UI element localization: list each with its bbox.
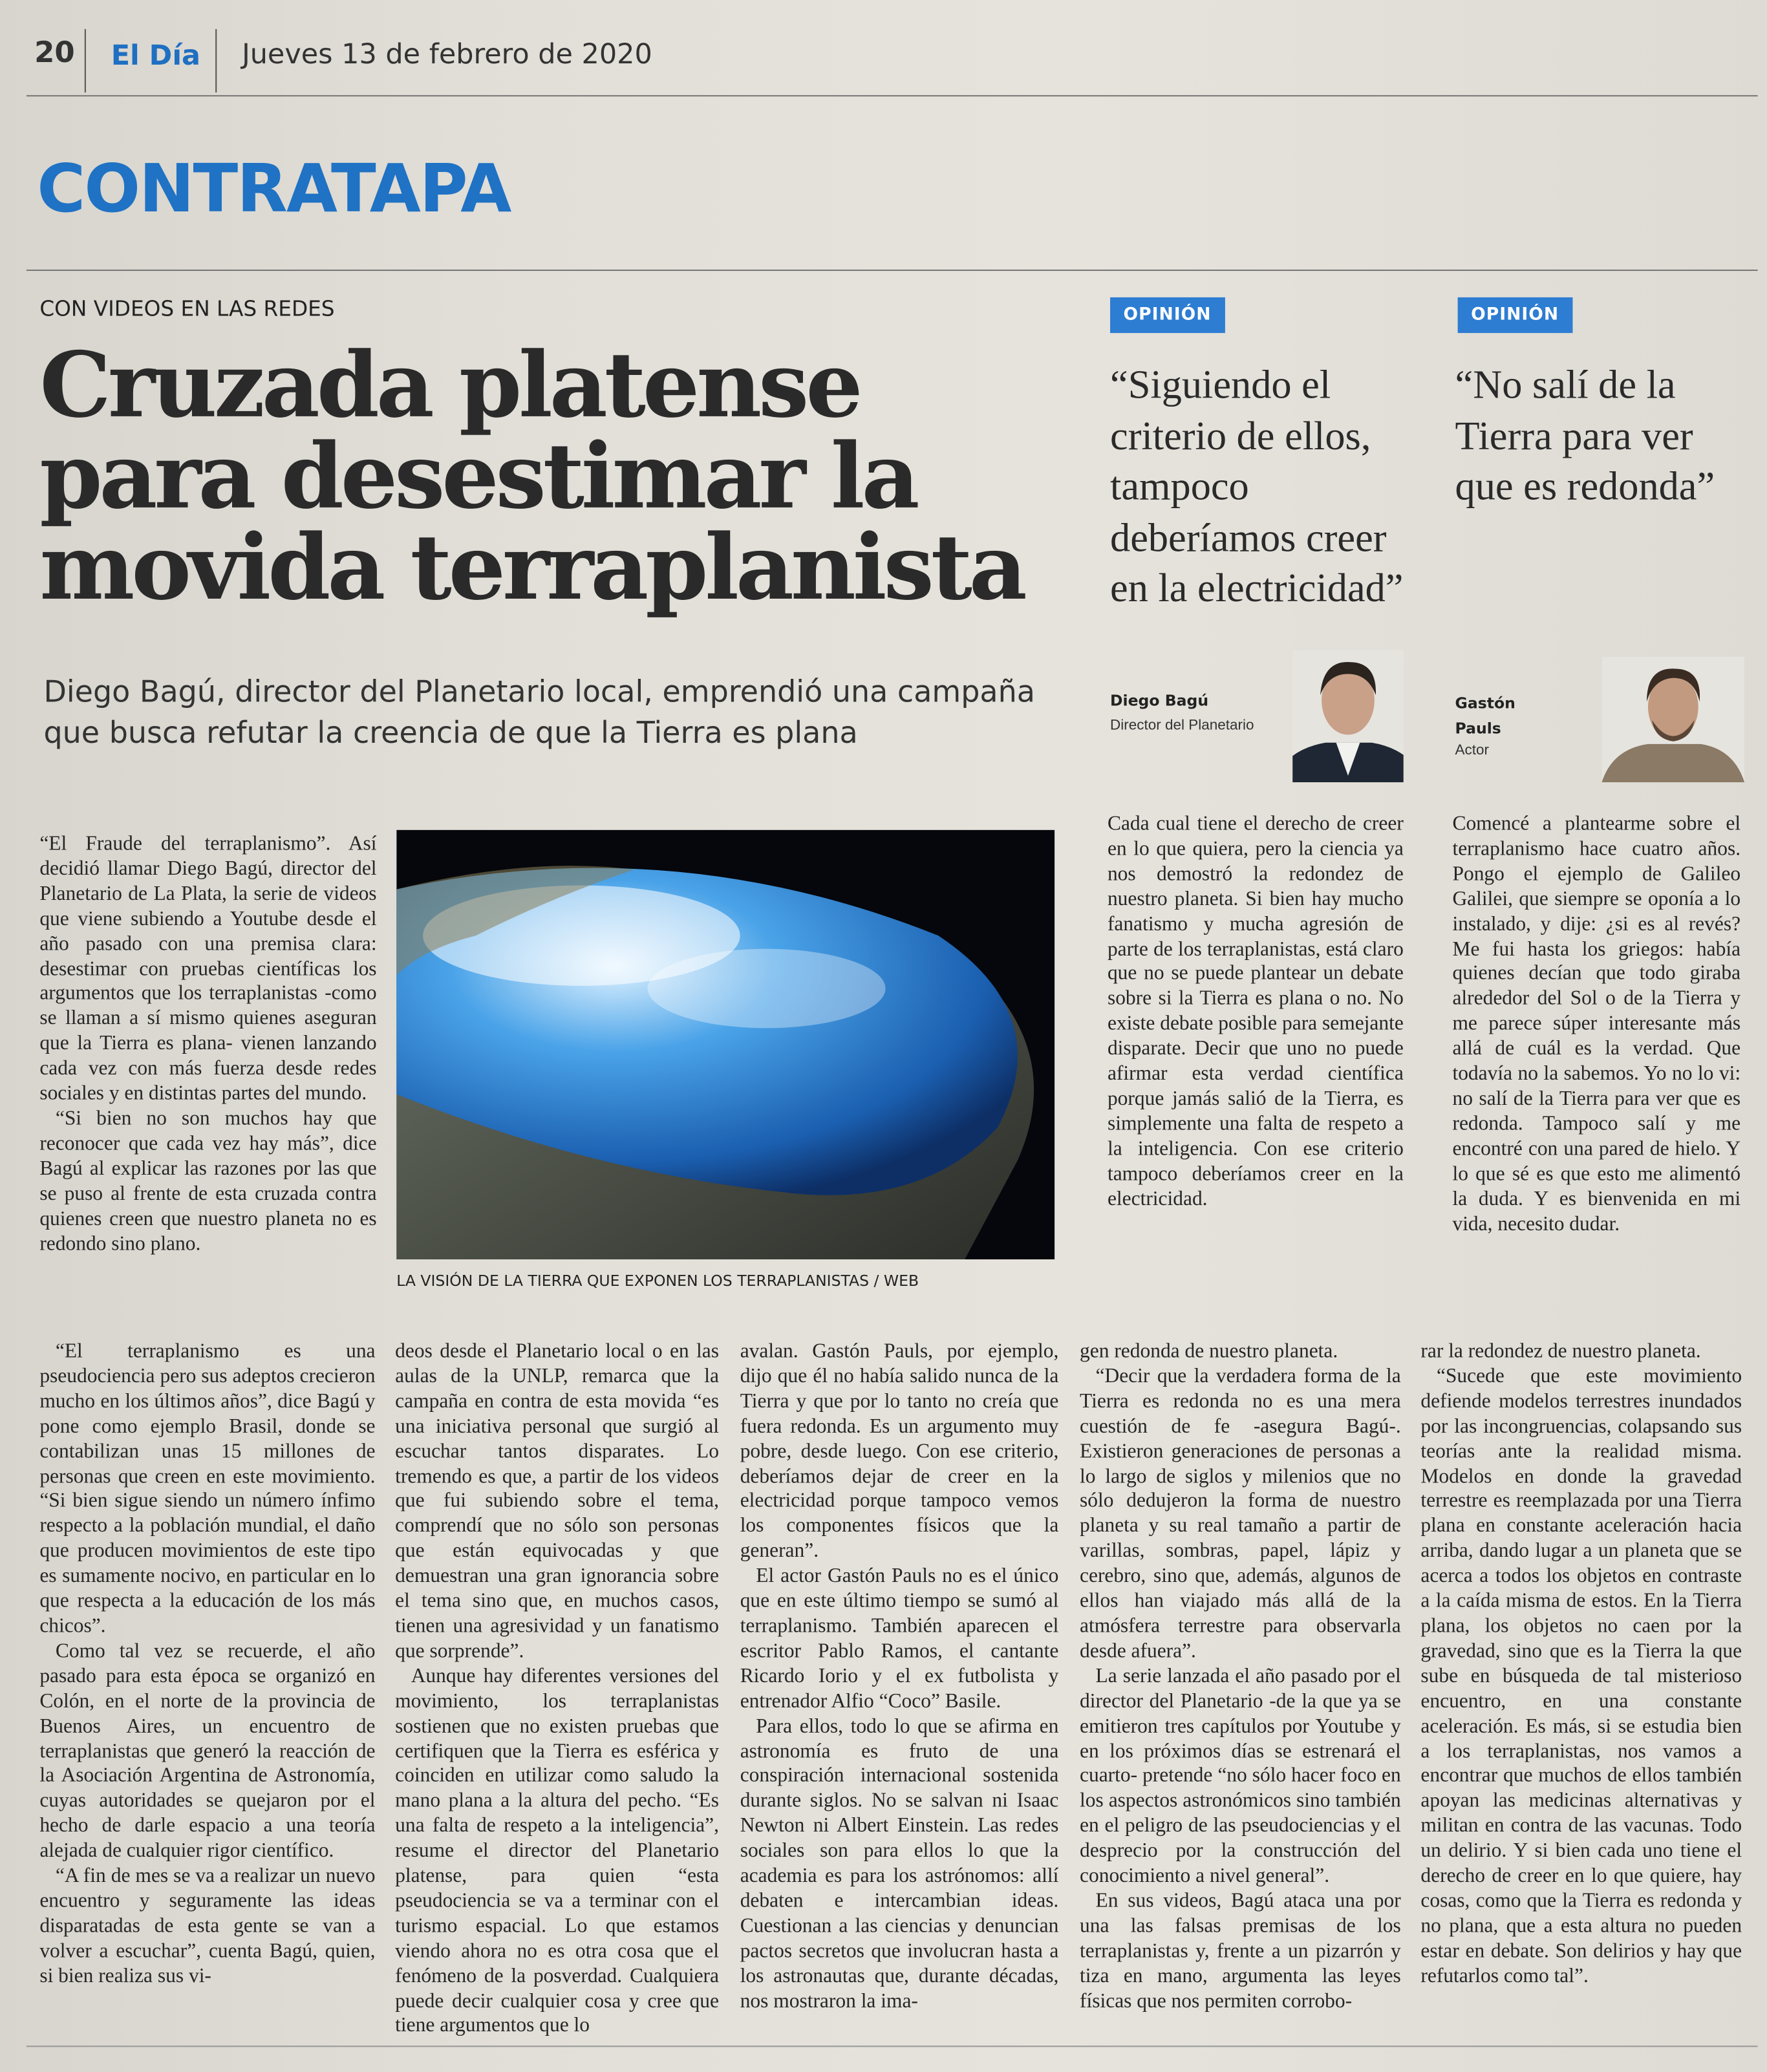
article-column-4 — [1080, 1340, 1401, 2014]
issue-date: Jueves 13 de febrero de 2020 — [242, 38, 652, 70]
author-role: Director del Planetario — [1110, 717, 1254, 734]
newspaper-name: El Día — [111, 39, 201, 72]
paragraph: Comencé a plantearme sobre el terraplanismo hace cuatro años. Pongo el ejemplo de Galileo Galilei, que siempre se oponía a lo instalado, y dije: ¿si es al revés? Me fui hasta los griegos: había quienes decían que todo giraba alrededor del Sol o de la Tierra y me parece súper interesante más allá de cuál es la verdad. Que todavía no la sabemos. Yo no lo vi: no salí de la Tierra para ver que es redonda. Tampoco salí y me encontré con una pared de hielo. Y lo que sé es que esto me alimentó la duda. Y es bienvenida en mi vida, necesito dudar. — [1452, 813, 1741, 1235]
paragraph: La serie lanzada el año pasado por el director del Planetario -de la que ya se emitieron tres capítulos por Youtube y en los próximos días se estrenará el cuarto- pretende “no sólo hacer foco en los aspectos astronómicos sino también en el peligro de las pseudociencias y el desprecio por la construcción del conocimiento a nivel general”. — [1080, 1665, 1401, 1888]
paragraph: “Sucede que este movimiento defiende modelos terrestres inundados por las incongruencias, colapsando sus teorías ante la realidad misma. Modelos en donde la gravedad terrestre es reemplazada por una Tierra plana en constante aceleración hacia arriba, dando lugar a un planeta que se acerca a todos los objetos en contraste a la caída misma de estos. En la Tierra plana, los objetos no caen por la gravedad, sino que es la Tierra la que sube en búsqueda de tal misterioso encuentro, en una constante aceleración. Es más, si se estudia bien a los terraplanistas, nos vamos a encontrar que muchos de ellos también apoyan las medicinas alternativas y militan en contra de las vacunas. Todo un delirio. Y si bien cada uno tiene el derecho de creer en lo que quiere, hay cosas, como que la Tierra es redonda y no plana, que a esta altura no pueden estar en debate. Son delirios y hay que refutarlos como tal”. — [1420, 1365, 1742, 1987]
avatar — [1601, 657, 1744, 782]
divider — [215, 29, 217, 92]
article-kicker: CON VIDEOS EN LAS REDES — [39, 295, 335, 321]
paragraph: “A fin de mes se va a realizar un nuevo encuentro y seguramente las ideas disparatadas de esta gente se van a volver a escuchar”, cuenta Bagú, quien, si bien realiza sus vi- — [39, 1864, 376, 1987]
section-rule — [27, 270, 1758, 271]
paragraph: Como tal vez se recuerde, el año pasado para esta época se organizó en Colón, en el norte de la provincia de Buenos Aires, un encuentro de terraplanistas que generó la reacción de la Asociación Argentina de Astronomía, cuyas autoridades se quejaron por el hecho de darle espacio a una teoría alejada de cualquier rigor científico. — [39, 1639, 376, 1863]
article-column-top — [39, 833, 376, 1257]
author-name: Diego Bagú — [1110, 691, 1209, 710]
paragraph: avalan. Gastón Pauls, por ejemplo, dijo que él no había salido nunca de la Tierra y que por lo tanto no creía que fuera redonda. Es un argumento muy pobre, desde luego. Con ese criterio, deberíamos dejar de creer en la electricidad porque tampoco vemos los componentes físicos que la generan”. — [740, 1340, 1059, 1563]
header-rule — [27, 95, 1758, 96]
page-number: 20 — [34, 37, 75, 70]
paragraph: El actor Gastón Pauls no es el único que en este último tiempo se sumó al terraplanismo. También aparecen el escritor Pablo Ramos, el cantante Ricardo Iorio y el ex futbolista y entrenador Alfio “Coco” Basile. — [740, 1565, 1059, 1713]
article-deck: Diego Bagú, director del Planetario local, emprendió una campaña que busca refutar la creencia de que la Tierra es plana — [43, 675, 1035, 751]
opinion-quote: “No salí de la Tierra para ver que es redonda” — [1455, 362, 1715, 509]
article-column-1 — [39, 1340, 375, 1990]
opinion-body — [1452, 813, 1740, 1237]
opinion-badge: OPINIÓN — [1458, 297, 1572, 333]
paragraph: “El Fraude del terraplanismo”. Así decidió llamar Diego Bagú, director del Planetario de La Plata, la serie de videos que viene subiendo a Youtube desde el año pasado con una premisa clara: desestimar con pruebas científicas los argumentos que los terraplanistas -como se llaman a sí mismo quienes aseguran que la Tierra es plana- vienen lanzando cada vez con más fuerza desde redes sociales y en distintas partes del mundo. — [39, 832, 377, 1105]
paragraph: Aunque hay diferentes versiones del movimiento, los terraplanistas sostienen que no existen pruebas que certifiquen que la Tierra es esférica y coinciden en utilizar como saludo la mano plana a la altura del pecho. “Es una falta de respeto a la inteligencia”, resume el director del Planetario platense, para quien “esta pseudociencia se va a terminar con el turismo espacial. Lo que estamos viendo ahora no es otra cosa que el fenómeno de la posverdad. Cualquiera puede decir cualquier cosa y cree que tiene argumentos que lo — [395, 1665, 719, 2037]
author-name: Gastón Pauls — [1455, 694, 1515, 738]
paragraph: rar la redondez de nuestro planeta. — [1420, 1340, 1701, 1363]
paragraph: gen redonda de nuestro planeta. — [1080, 1340, 1338, 1363]
article-column-3 — [740, 1340, 1059, 2014]
author-role: Actor — [1455, 742, 1490, 759]
paragraph: “Si bien no son muchos hay que reconocer que cada vez hay más”, dice Bagú al explicar las razones por las que se puso al frente de esta cruzada contra quienes creen que nuestro planeta no es redondo sino plano. — [39, 1107, 377, 1255]
avatar — [1292, 650, 1404, 782]
flat-earth-image — [396, 830, 1055, 1259]
paragraph: En sus videos, Bagú ataca una por una las falsas premisas de los terraplanistas y, frente a un pizarrón y tiza en mano, argumenta las leyes físicas que nos permiten corrobo- — [1080, 1889, 1401, 2013]
article-column-2 — [395, 1340, 719, 2040]
section-title: CONTRATAPA — [37, 151, 511, 228]
article-column-5 — [1420, 1340, 1742, 1990]
paragraph: “El terraplanismo es una pseudociencia pero sus adeptos crecieron mucho en los últimos años”, dice Bagú y pone como ejemplo Brasil, donde se contabilizan unas 15 millones de personas que creen en este movimiento. “Si bien sigue siendo un número ínfimo respecto a la población mundial, el daño que producen movimientos de este tipo es sumamente nocivo, en particular en lo que respecta a la educación de los más chicos”. — [39, 1340, 376, 1638]
footer-rule — [27, 2045, 1758, 2047]
opinion-body — [1108, 813, 1404, 1212]
image-caption: LA VISIÓN DE LA TIERRA QUE EXPONEN LOS TERRAPLANISTAS / WEB — [396, 1271, 919, 1290]
opinion-quote: “Siguiendo el criterio de ellos, tampoco deberíamos creer en la electricidad” — [1110, 362, 1404, 611]
paragraph: “Decir que la verdadera forma de la Tierra es redonda no es una mera cuestión de fe -asegura Bagú-. Existieron generaciones de personas a lo largo de siglos y milenios que no sólo dedujeron la forma de nuestro planeta y su real tamaño a partir de varillas, sombras, papel, lápiz y cerebro, sino que, además, algunos de ellos han viajado más allá de la atmósfera terrestre para observarla desde afuera”. — [1080, 1365, 1401, 1663]
divider — [85, 29, 86, 92]
paragraph: deos desde el Planetario local o en las aulas de la UNLP, remarca que la campaña en contra de esta movida “es una iniciativa personal que surgió al escuchar tantos disparates. Lo tremendo es que, a partir de los videos que fui subiendo sobre el tema, comprendí que no sólo son personas que están equivocadas y que demuestran una gran ignorancia sobre el tema sino que, en muchos casos, tienen una agresividad y un fanatismo que sorprende”. — [395, 1340, 719, 1663]
opinion-badge: OPINIÓN — [1110, 297, 1225, 333]
paragraph: Cada cual tiene el derecho de creer en lo que quiera, pero la ciencia ya nos demostró la redondez de nuestro planeta. Si bien hay mucho fanatismo y mucha agresión de parte de los terraplanistas, está claro que no se puede plantear un debate sobre si la Tierra es plana o no. No existe debate posible para semejante disparate. Decir que uno no puede afirmar esta verdad científica porque jamás salió de la Tierra, es simplemente una falta de respeto a la inteligencia. Con ese criterio tampoco deberíamos creer en la electricidad. — [1107, 813, 1404, 1210]
paragraph: Para ellos, todo lo que se afirma en astronomía es fruto de una conspiración internacional sostenida durante siglos. No se salvan ni Isaac Newton ni Albert Einstein. Las redes sociales son para ellos lo que la academia es para los astrónomos: allí debaten e intercambian ideas. Cuestionan a las ciencias y denuncian pactos secretos que involucran hasta a los astronautas que, durante décadas, nos mostraron la ima- — [740, 1714, 1059, 2013]
article-headline: Cruzada platense para desestimar la movida terraplanista — [39, 333, 1024, 621]
